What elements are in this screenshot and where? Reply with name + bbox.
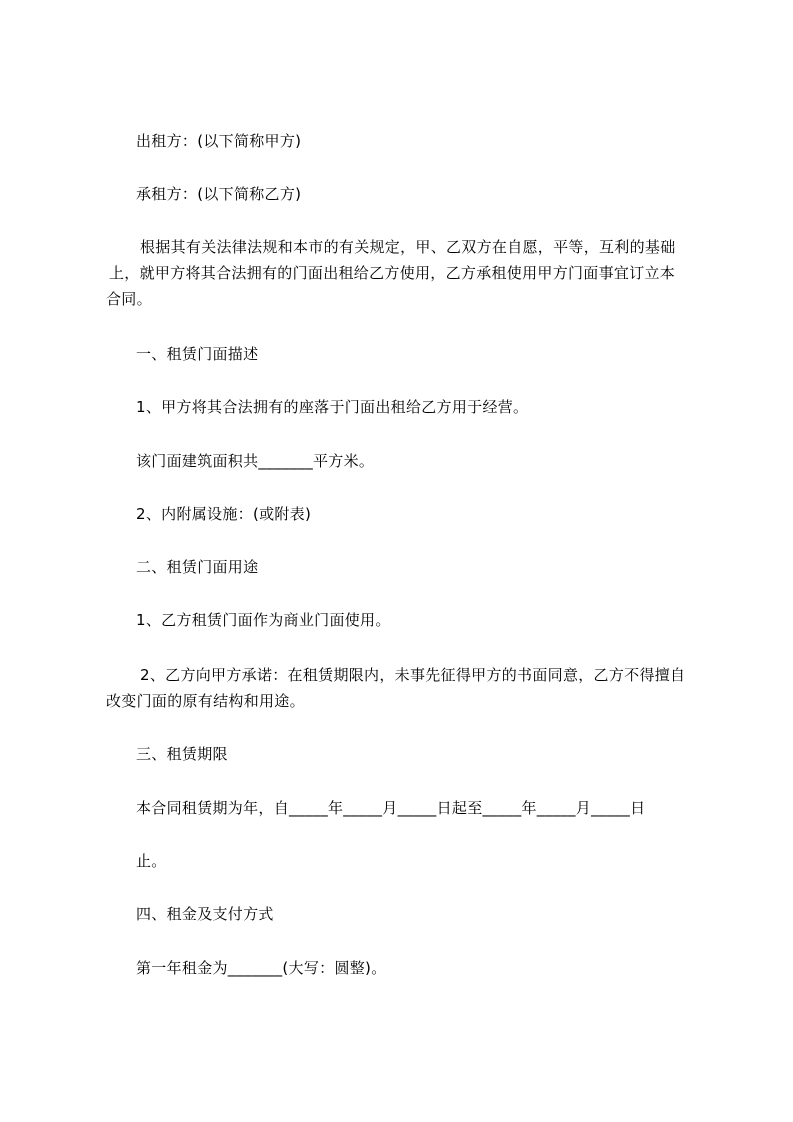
preamble-paragraph xyxy=(106,234,676,312)
section-1-item-1: 1、甲方将其合法拥有的座落于门面出租给乙方用于经营。 xyxy=(136,398,529,416)
section-4-rent: 第一年租金为_______(大写：圆整)。 xyxy=(136,959,387,977)
lessor-line: 出租方：(以下简称甲方) xyxy=(136,132,302,150)
section-4-title: 四、租金及支付方式 xyxy=(136,905,274,923)
preamble-line-3: 合同。 xyxy=(106,290,152,308)
section-1-title: 一、租赁门面描述 xyxy=(136,345,259,363)
section-2-item-1: 1、乙方租赁门面作为商业门面使用。 xyxy=(136,611,391,629)
preamble-line-2: 上，就甲方将其合法拥有的门面出租给乙方使用，乙方承租使用甲方门面事宜订立本 xyxy=(109,264,676,282)
lessee-line: 承租方：(以下简称乙方) xyxy=(136,185,302,203)
section-3-end: 止。 xyxy=(136,852,167,870)
preamble-line-1: 根据其有关法律法规和本市的有关规定，甲、乙双方在自愿，平等，互利的基础 xyxy=(140,238,676,256)
section-2-title: 二、租赁门面用途 xyxy=(136,558,259,576)
section-1-item-2: 2、内附属设施：(或附表) xyxy=(136,505,312,523)
section-2-item-2-line-1: 2、乙方向甲方承诺：在租赁期限内，未事先征得甲方的书面同意，乙方不得擅自 xyxy=(140,666,686,684)
section-3-title: 三、租赁期限 xyxy=(136,745,228,763)
section-1-area: 该门面建筑面积共_______平方米。 xyxy=(136,452,375,470)
section-3-term: 本合同租赁期为年，自_____年_____月_____日起至_____年_____月_____日 xyxy=(136,799,646,817)
section-2-item-2 xyxy=(106,662,685,714)
section-2-item-2-line-2: 改变门面的原有结构和用途。 xyxy=(106,692,305,710)
